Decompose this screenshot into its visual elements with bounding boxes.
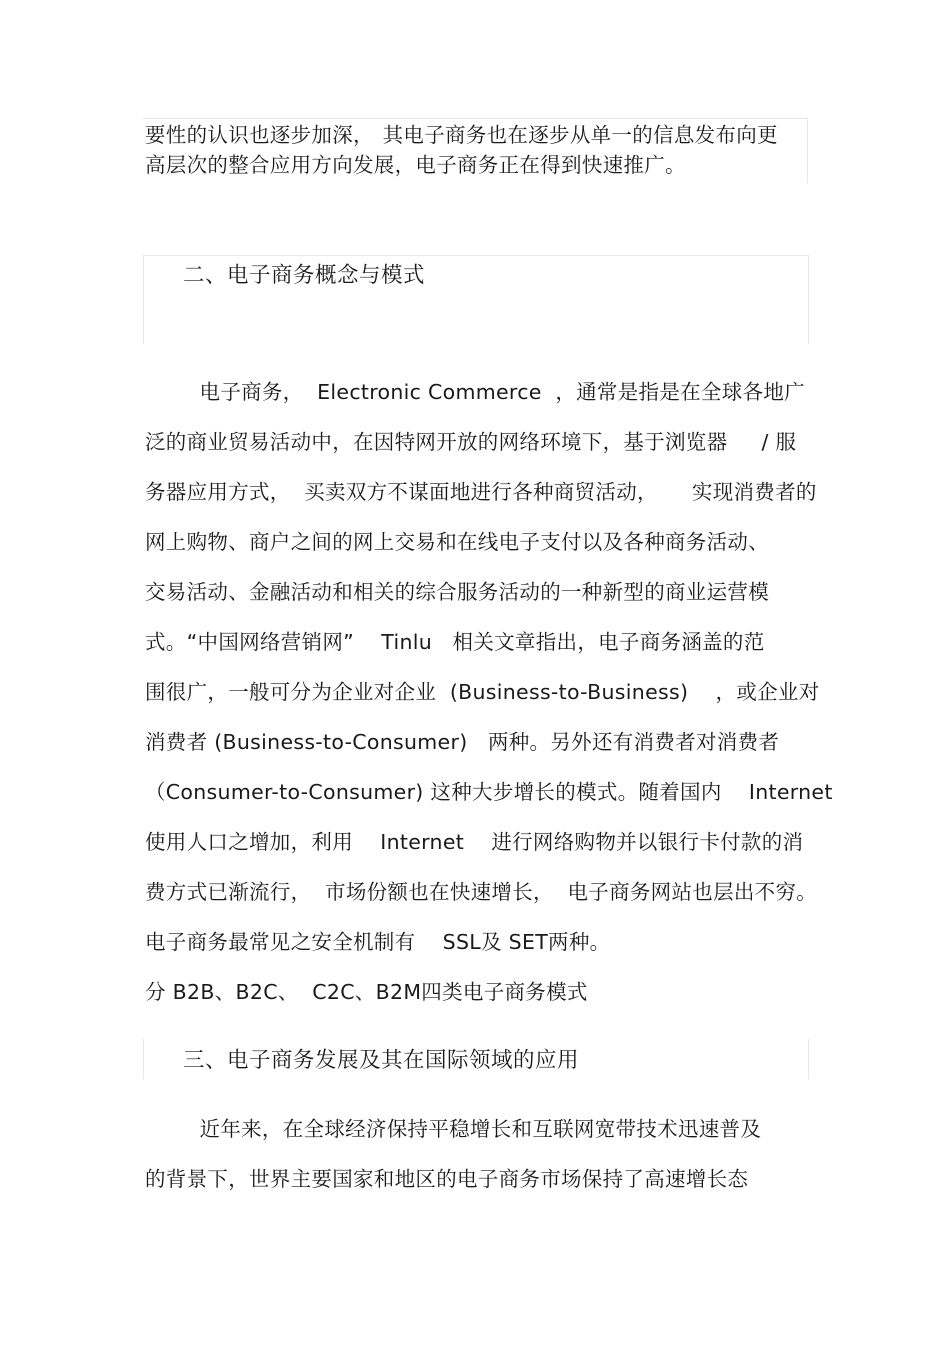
paragraph-line: 电子商务最常见之安全机制有 SSL及 SET两种。 xyxy=(145,930,611,954)
section-heading: 二、电子商务概念与模式 xyxy=(183,263,426,288)
paragraph-line: 电子商务， Electronic Commerce ，通常是指是在全球各地广 xyxy=(145,380,805,404)
section-heading: 三、电子商务发展及其在国际领域的应用 xyxy=(183,1048,580,1073)
paragraph-line: 高层次的整合应用方向发展，电子商务正在得到快速推广。 xyxy=(145,153,686,177)
paragraph-line: 近年来，在全球经济保持平稳增长和互联网宽带技术迅速普及 xyxy=(145,1117,762,1141)
paragraph-line: 消费者 (Business-to-Consumer) 两种。另外还有消费者对消费者 xyxy=(145,730,780,754)
paragraph-line: 使用人口之增加，利用 Internet 进行网络购物并以银行卡付款的消 xyxy=(145,830,804,854)
paragraph-line: 分 B2B、B2C、 C2C、B2M四类电子商务模式 xyxy=(145,980,588,1004)
paragraph-line: 要性的认识也逐步加深， 其电子商务也在逐步从单一的信息发布向更 xyxy=(145,123,778,147)
paragraph-line: 费方式已渐流行， 市场份额也在快速增长， 电子商务网站也层出不穷。 xyxy=(145,880,818,904)
paragraph-line: 的背景下，世界主要国家和地区的电子商务市场保持了高速增长态 xyxy=(145,1167,749,1191)
paragraph-line: 务器应用方式， 买卖双方不谋面地进行各种商贸活动， 实现消费者的 xyxy=(145,480,817,504)
paragraph-line: 围很广，一般可分为企业对企业 (Business-to-Business) ，或企业对 xyxy=(145,680,820,704)
paragraph-line: 泛的商业贸易活动中，在因特网开放的网络环境下，基于浏览器 / 服 xyxy=(145,430,797,454)
paragraph-line: （Consumer-to-Consumer) 这种大步增长的模式。随着国内 Internet xyxy=(145,780,833,804)
paragraph-line: 网上购物、商户之间的网上交易和在线电子支付以及各种商务活动、 xyxy=(145,530,769,554)
paragraph-line: 交易活动、金融活动和相关的综合服务活动的一种新型的商业运营模 xyxy=(145,580,769,604)
paragraph-line: 式。“中国网络营销网” Tinlu 相关文章指出，电子商务涵盖的范 xyxy=(145,630,765,654)
